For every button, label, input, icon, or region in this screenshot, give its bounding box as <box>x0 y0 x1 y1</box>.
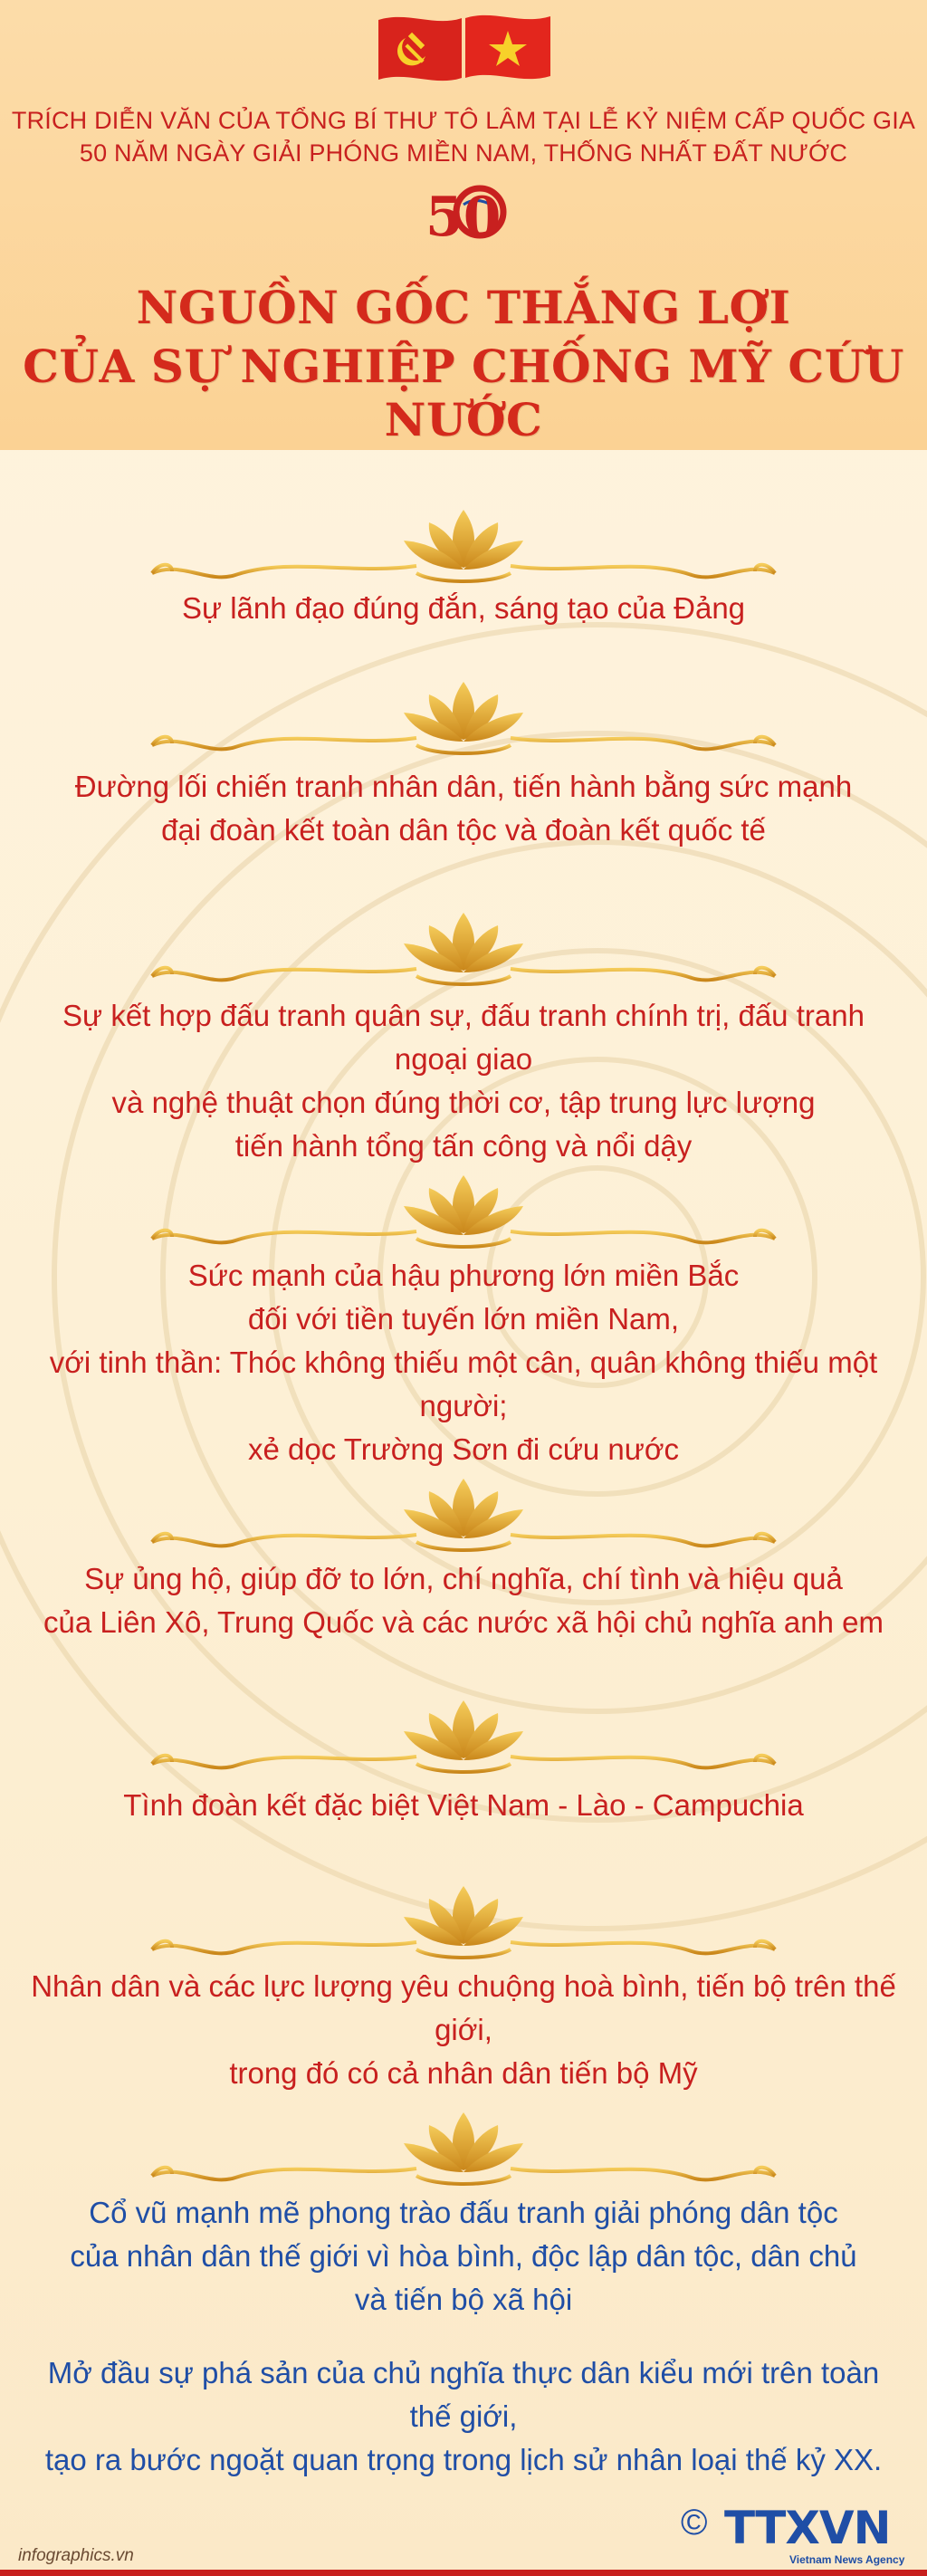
reason-line: trong đó có cả nhân dân tiến bộ Mỹ <box>229 2056 698 2090</box>
lotus-ornament-icon <box>145 1168 782 1259</box>
reason-item-3 <box>27 994 900 1168</box>
reason-line: Sự ủng hộ, giúp đỡ to lớn, chí nghĩa, chí tình và hiệu quả <box>84 1562 843 1595</box>
agency-name: Vietnam News Agency <box>789 2553 905 2566</box>
reason-line: của nhân dân thế giới vì hòa bình, độc lập dân tộc, dân chủ <box>70 2239 857 2273</box>
reason-line: Cổ vũ mạnh mẽ phong trào đấu tranh giải phóng dân tộc <box>89 2196 838 2229</box>
copyright-icon: © <box>681 2503 708 2542</box>
reason-line: Sự lãnh đạo đúng đắn, sáng tạo của Đảng <box>181 591 746 625</box>
reason-line: Sự kết hợp đấu tranh quân sự, đấu tranh chính trị, đấu tranh ngoại giao <box>62 999 865 1076</box>
reason-line: đối với tiền tuyến lớn miền Nam, <box>247 1302 680 1336</box>
final-line2: tạo ra bước ngoặt quan trọng trong lịch sử nhân loại thế kỷ XX. <box>44 2443 883 2476</box>
final-statement <box>27 2351 900 2482</box>
reason-item-7 <box>27 1965 900 2095</box>
anniversary-logo-icon <box>422 177 509 243</box>
lotus-ornament-icon <box>145 1471 782 1562</box>
final-line1: Mở đầu sự phá sản của chủ nghĩa thực dân kiểu mới trên toàn thế giới, <box>47 2356 880 2433</box>
reason-item-5 <box>27 1557 900 1644</box>
party-flag-icon <box>378 17 462 81</box>
item-ornament <box>145 2105 782 2196</box>
reason-line: Đường lối chiến tranh nhân dân, tiến hành bằng sức mạnh <box>74 770 853 803</box>
reason-line: và tiến bộ xã hội <box>354 2283 573 2316</box>
reason-item-1 <box>27 587 900 630</box>
footer <box>0 2499 927 2576</box>
reason-item-4 <box>27 1254 900 1471</box>
reason-item-6 <box>27 1784 900 1827</box>
item-ornament <box>145 1168 782 1259</box>
item-ornament <box>145 1693 782 1784</box>
reason-line: với tinh thần: Thóc không thiếu một cân, quân không thiếu một người; <box>49 1345 878 1422</box>
header-band <box>0 0 927 450</box>
title-line2: CỦA SỰ NGHIỆP CHỐNG MỸ CỨU NƯỚC <box>23 340 904 446</box>
lotus-ornament-icon <box>145 503 782 593</box>
reason-line: tiến hành tổng tấn công và nổi dậy <box>234 1129 693 1163</box>
reason-line: và nghệ thuật chọn đúng thời cơ, tập trung lực lượng <box>111 1086 816 1119</box>
lotus-ornament-icon <box>145 2105 782 2196</box>
reason-line: Sức mạnh của hậu phương lớn miền Bắc <box>187 1259 740 1292</box>
title-line1: NGUỒN GỐC THẮNG LỢI <box>136 281 791 334</box>
reason-line: đại đoàn kết toàn dân tộc và đoàn kết quốc tế <box>161 813 766 847</box>
flags-icon <box>371 7 557 98</box>
reason-line: xẻ dọc Trường Sơn đi cứu nước <box>247 1432 680 1466</box>
item-ornament <box>145 675 782 765</box>
lotus-ornament-icon <box>145 675 782 765</box>
reason-line: của Liên Xô, Trung Quốc và các nước xã hội chủ nghĩa anh em <box>43 1605 884 1639</box>
reason-line: Nhân dân và các lực lượng yêu chuộng hoà bình, tiến bộ trên thế giới, <box>31 1969 896 2046</box>
site-credit: infographics.vn <box>18 2546 134 2565</box>
national-flag-icon <box>465 15 550 79</box>
logo-number: 50 <box>425 186 502 243</box>
lotus-ornament-icon <box>145 905 782 996</box>
reason-item-8 <box>27 2191 900 2322</box>
lotus-ornament-icon <box>145 1693 782 1784</box>
item-ornament <box>145 503 782 593</box>
subtitle-line1: TRÍCH DIỄN VĂN CỦA TỔNG BÍ THƯ TÔ LÂM TẠI LỄ KỶ NIỆM CẤP QUỐC GIA <box>11 107 916 134</box>
bottom-border <box>0 2570 927 2576</box>
reason-item-2 <box>27 765 900 852</box>
item-ornament <box>145 1471 782 1562</box>
lotus-ornament-icon <box>145 1879 782 1969</box>
subtitle-line2: 50 NĂM NGÀY GIẢI PHÓNG MIỀN NAM, THỐNG NHẤT ĐẤT NƯỚC <box>79 139 848 167</box>
item-ornament <box>145 905 782 996</box>
item-ornament <box>145 1879 782 1969</box>
reason-line: Tình đoàn kết đặc biệt Việt Nam - Lào - Campuchia <box>123 1788 804 1822</box>
agency-logo: TTXVN <box>724 2502 891 2554</box>
